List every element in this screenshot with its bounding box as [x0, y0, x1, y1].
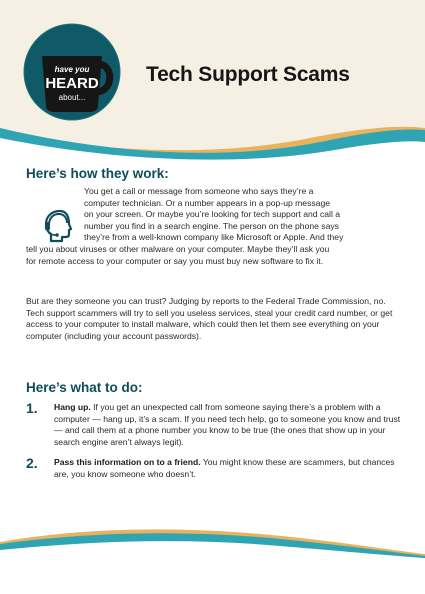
footer-wave-decoration — [0, 520, 425, 560]
logo-text-about: about... — [58, 93, 86, 102]
list-item — [26, 457, 402, 480]
logo-text-heard: HEARD — [45, 75, 99, 92]
intro-line: for remote access to your computer or say you must buy new software to fix it. — [26, 255, 324, 266]
intro-line: tell you about viruses or other malware on your computer. Maybe they’ll ask you — [26, 243, 330, 254]
trust-paragraph: But are they someone you can trust? Judging by reports to the Federal Trade Commission, no. Tech support scammers will try to sell you useless services, steal your credit card number, or get access to your computer to install malware, which could then let them see everything on your computer (including your account passwords). — [26, 296, 393, 341]
list-item — [26, 402, 402, 448]
intro-line: computer technician. Or a number appears in a pop-up message — [84, 197, 331, 208]
what-to-do-heading: Here’s what to do: — [26, 380, 143, 395]
step-text: If you get an unexpected call from someone saying there’s a problem with a computer — hang up, it’s a scam. If you need tech help, go to someone you know and trust — and call them at a phone number you know to be true (the ones that show up in your search engine aren’t always legit). — [54, 402, 401, 447]
intro-paragraph — [26, 186, 402, 267]
intro-line: they’re from a well-known company like Microsoft or Apple. And they — [84, 232, 344, 243]
step-number: 1. — [26, 400, 38, 416]
step-lead: Hang up. — [54, 402, 91, 412]
step-lead: Pass this information on to a friend. — [54, 457, 201, 468]
page-title: Tech Support Scams — [146, 63, 350, 86]
logo-text-have-you: have you — [54, 65, 90, 74]
how-they-work-heading: Here’s how they work: — [26, 166, 169, 181]
step-text: You might know these are scammers, but chances are, you know someone who doesn’t. — [54, 457, 395, 479]
intro-line: on your screen. Or maybe you’re looking for tech support and call a — [84, 209, 341, 220]
intro-line: You get a call or message from someone who says they’re a — [84, 186, 314, 196]
steps-list — [26, 402, 402, 481]
have-you-heard-mug-logo — [22, 22, 122, 122]
step-number: 2. — [26, 455, 38, 472]
intro-line: number you find in a search engine. The person on the phone says — [84, 220, 339, 231]
